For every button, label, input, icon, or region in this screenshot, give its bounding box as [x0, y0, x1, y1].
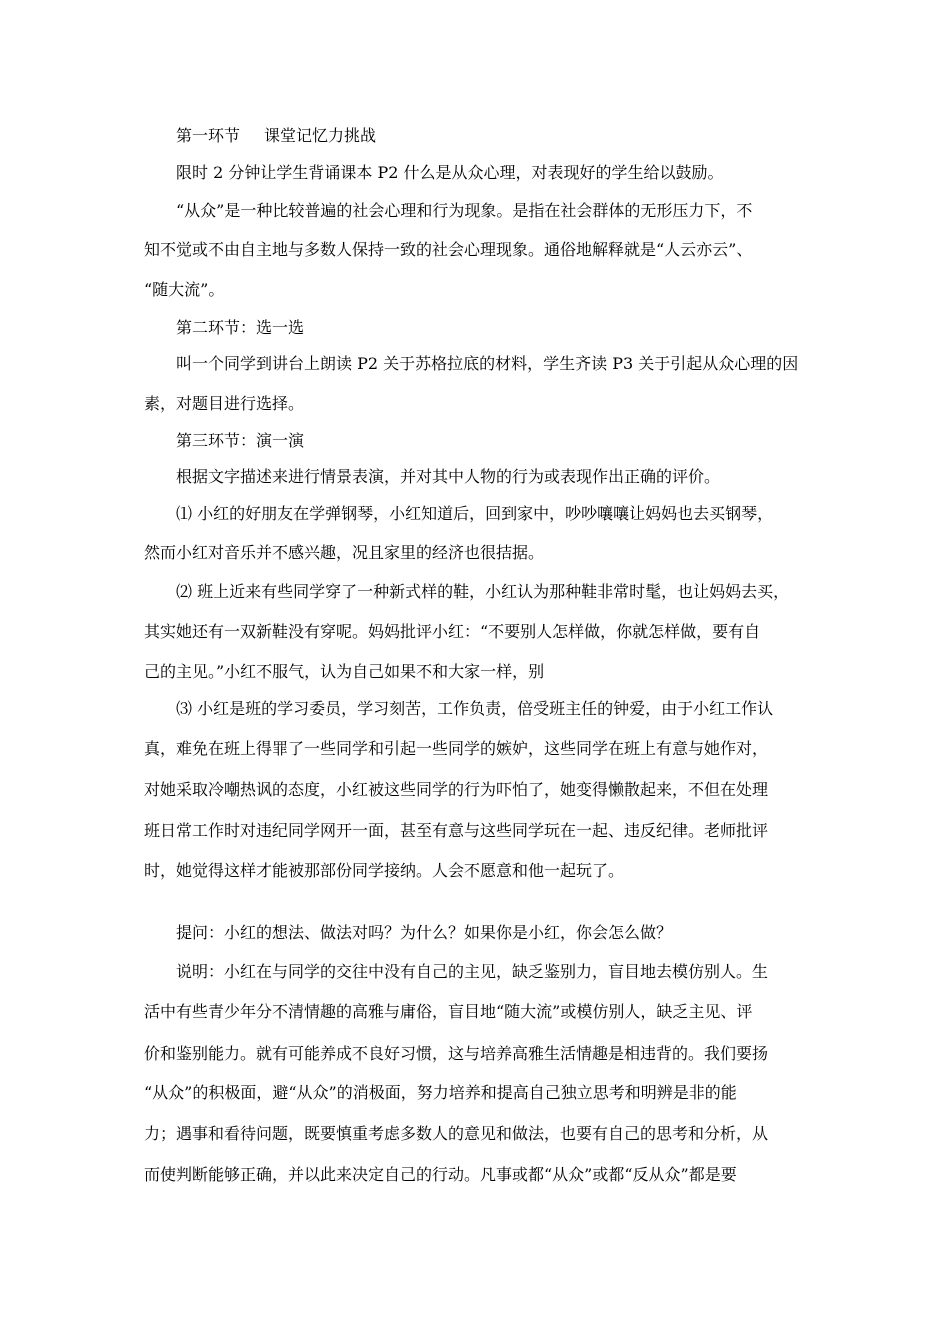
paragraph-line: 班日常工作时对违纪同学网开一面，甚至有意与这些同学玩在一起、违反纪律。老师批评 [144, 821, 769, 840]
paragraph-line: 限时 2 分钟让学生背诵课本 P2 什么是从众心理，对表现好的学生给以鼓励。 [176, 163, 724, 182]
paragraph-line: 其实她还有一双新鞋没有穿呢。妈妈批评小红：“不要别人怎样做，你就怎样做，要有自 [144, 622, 761, 641]
section-heading-1 [176, 124, 376, 148]
paragraph-line: “从众”是一种比较普遍的社会心理和行为现象。是指在社会群体的无形压力下，不 [176, 201, 753, 220]
section-heading-2: 第二环节：选一选 [176, 318, 305, 337]
paragraph-line: 力；遇事和看待问题，既要慎重考虑多数人的意见和做法，也要有自己的思考和分析，从 [144, 1124, 769, 1143]
paragraph-line: “从众”的积极面，避“从众”的消极面，努力培养和提高自己独立思考和明辨是非的能 [144, 1083, 737, 1102]
list-item-1: ⑴ 小红的好朋友在学弹钢琴，小红知道后，回到家中，吵吵嚷嚷让妈妈也去买钢琴， [176, 504, 774, 523]
section-heading-3: 第三环节：演一演 [176, 431, 305, 450]
list-item-3: ⑶ 小红是班的学习委员，学习刻苦，工作负责，倍受班主任的钟爱，由于小红工作认 [176, 699, 774, 718]
paragraph-line: 叫一个同学到讲台上朗读 P2 关于苏格拉底的材料，学生齐读 P3 关于引起从众心理的因 [176, 354, 799, 373]
paragraph-line: “随大流”。 [144, 280, 225, 299]
paragraph-line: 然而小红对音乐并不感兴趣，况且家里的经济也很拮据。 [144, 543, 545, 562]
paragraph-line: 己的主见。”小红不服气，认为自己如果不和大家一样，别 [144, 662, 545, 681]
paragraph-line: 价和鉴别能力。就有可能养成不良好习惯，这与培养高雅生活情趣是相违背的。我们要扬 [144, 1044, 769, 1063]
paragraph-line: 根据文字描述来进行情景表演，并对其中人物的行为或表现作出正确的评价。 [176, 467, 721, 486]
paragraph-line: 对她采取冷嘲热讽的态度，小红被这些同学的行为吓怕了，她变得懒散起来，不但在处理 [144, 780, 769, 799]
list-item-2: ⑵ 班上近来有些同学穿了一种新式样的鞋，小红认为那种鞋非常时髦，也让妈妈去买， [176, 582, 790, 601]
section-heading-1-title: 课堂记忆力挑战 [264, 126, 377, 145]
paragraph-line: 活中有些青少年分不清情趣的高雅与庸俗，盲目地“随大流”或模仿别人，缺乏主见、评 [144, 1002, 753, 1021]
paragraph-line: 而使判断能够正确，并以此来决定自己的行动。凡事或都“从众”或都“反从众”都是要 [144, 1165, 737, 1184]
question-line: 提问：小红的想法、做法对吗？为什么？如果你是小红，你会怎么做？ [176, 923, 673, 942]
paragraph-line: 知不觉或不由自主地与多数人保持一致的社会心理现象。通俗地解释就是“人云亦云”、 [144, 240, 753, 259]
section-heading-1-number: 第一环节 [176, 126, 241, 145]
paragraph-line: 时，她觉得这样才能被那部份同学接纳。人会不愿意和他一起玩了。 [144, 861, 625, 880]
explanation-line: 说明：小红在与同学的交往中没有自己的主见，缺乏鉴别力，盲目地去模仿别人。生 [176, 962, 769, 981]
paragraph-line: 素，对题目进行选择。 [144, 394, 305, 413]
paragraph-line: 真，难免在班上得罪了一些同学和引起一些同学的嫉妒，这些同学在班上有意与她作对， [144, 739, 769, 758]
